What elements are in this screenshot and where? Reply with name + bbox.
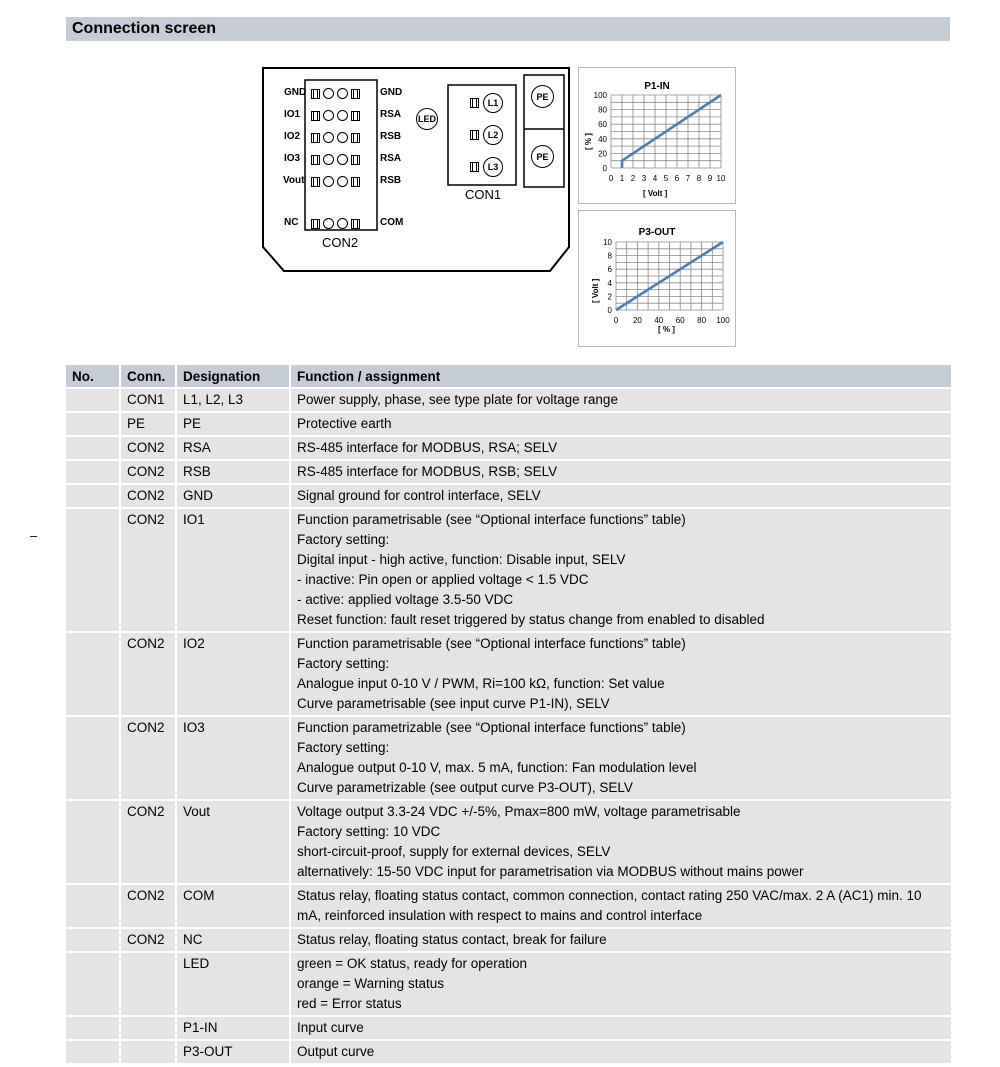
function-line: Curve parametrizable (see output curve P3-OUT), SELV [297, 780, 633, 795]
function-line: Status relay, floating status contact, common connection, contact rating 250 VAC/max. 2 A (AC1) min. 10 [297, 888, 922, 903]
con2-terminal-row [311, 88, 360, 99]
cell-designation: L1, L2, L3 [177, 389, 291, 411]
con2-pin-label: GND [284, 87, 307, 98]
function-line: Digital input - high active, function: Disable input, SELV [297, 552, 626, 567]
y-tick-label: 6 [607, 265, 612, 275]
con2-terminal-row [311, 132, 360, 143]
table-row [66, 461, 951, 483]
cell-conn: CON2 [121, 509, 177, 631]
table-row [66, 885, 951, 927]
cell-function [291, 485, 951, 507]
header-function: Function / assignment [291, 365, 951, 387]
x-axis-label: [ % ] [658, 325, 675, 334]
y-tick-label: 8 [607, 251, 612, 261]
cell-conn: CON2 [121, 633, 177, 715]
function-line: Factory setting: [297, 532, 390, 547]
phase-terminal [483, 93, 503, 113]
cell-conn [121, 953, 177, 1015]
margin-mark: – [30, 528, 38, 543]
screw-terminal [351, 133, 360, 143]
con2-terminal-row [311, 176, 360, 187]
p3-out-curve-panel [578, 210, 736, 347]
function-line: Status relay, floating status contact, break for failure [297, 932, 607, 947]
con2-pin-label: RSB [380, 131, 402, 142]
phase-terminal [483, 125, 503, 145]
function-line: Function parametrisable (see “Optional interface functions” table) [297, 512, 686, 527]
con2-pin-label: RSA [380, 109, 402, 120]
cell-no [66, 509, 121, 631]
cell-no [66, 1041, 121, 1063]
y-axis-label: [ % ] [584, 133, 593, 150]
cell-conn: CON2 [121, 929, 177, 951]
table-row [66, 485, 951, 507]
table-row [66, 389, 951, 411]
cell-function [291, 953, 951, 1015]
cell-conn: PE [121, 413, 177, 435]
screw-terminal [311, 89, 320, 99]
x-tick-label: 2 [630, 174, 636, 183]
y-tick-label: 0 [607, 306, 612, 315]
x-tick-label: 80 [697, 316, 707, 325]
cell-function [291, 509, 951, 631]
terminal-hole [323, 132, 334, 143]
terminal-hole [323, 110, 334, 121]
cell-designation: IO2 [177, 633, 291, 715]
function-line: Protective earth [297, 416, 392, 431]
function-line: Curve parametrisable (see input curve P1-IN), SELV [297, 696, 610, 711]
y-tick-label: 40 [598, 134, 607, 144]
function-line: Factory setting: [297, 740, 390, 755]
table-row [66, 509, 951, 631]
cell-function [291, 389, 951, 411]
terminal-hole [337, 176, 348, 187]
cell-designation: IO3 [177, 717, 291, 799]
section-title: Connection screen [72, 20, 217, 37]
screw-terminal [311, 155, 320, 165]
function-line: orange = Warning status [297, 976, 444, 991]
screw-terminal [311, 219, 320, 229]
con2-pin-label: IO3 [284, 153, 301, 164]
x-tick-label: 10 [716, 174, 726, 183]
y-tick-label: 10 [603, 238, 612, 247]
pe-terminal-1 [531, 85, 554, 108]
y-tick-label: 60 [598, 120, 607, 130]
table-header-row [66, 365, 951, 387]
y-tick-label: 2 [607, 292, 612, 302]
terminal-hole [337, 154, 348, 165]
x-tick-label: 100 [716, 316, 730, 325]
screw-terminal [311, 177, 320, 187]
phase-label: L1 [487, 98, 499, 108]
x-axis-label: [ Volt ] [643, 189, 668, 198]
y-tick-label: 100 [593, 91, 607, 100]
phase-label: L3 [487, 162, 499, 172]
screw-terminal [311, 111, 320, 121]
cell-conn: CON2 [121, 885, 177, 927]
function-line: Power supply, phase, see type plate for voltage range [297, 392, 618, 407]
cell-designation: P3-OUT [177, 1041, 291, 1063]
terminal-hole [323, 88, 334, 99]
screw-terminal [351, 177, 360, 187]
assignment-table [66, 363, 951, 1065]
table-row [66, 1017, 951, 1039]
cell-function [291, 437, 951, 459]
cell-no [66, 437, 121, 459]
x-tick-label: 20 [632, 316, 642, 325]
x-tick-label: 1 [619, 174, 625, 183]
cell-designation: GND [177, 485, 291, 507]
cell-designation: PE [177, 413, 291, 435]
function-line: Signal ground for control interface, SELV [297, 488, 541, 503]
function-line: - active: applied voltage 3.5-50 VDC [297, 592, 514, 607]
cell-conn: CON1 [121, 389, 177, 411]
p1-in-chart [579, 68, 735, 203]
con1-terminal-row [470, 157, 503, 177]
x-tick-label: 60 [675, 316, 685, 325]
x-tick-label: 4 [652, 174, 658, 183]
cell-no [66, 389, 121, 411]
pe-label: PE [536, 91, 549, 102]
x-tick-label: 7 [685, 174, 691, 183]
function-line: RS-485 interface for MODBUS, RSB; SELV [297, 464, 558, 479]
cell-no [66, 717, 121, 799]
cell-function [291, 633, 951, 715]
function-line: Analogue input 0-10 V / PWM, Ri=100 kΩ, function: Set value [297, 676, 665, 691]
con2-terminal-row [311, 110, 360, 121]
screw-terminal [351, 155, 360, 165]
cell-conn: CON2 [121, 437, 177, 459]
screw-terminal [470, 98, 479, 108]
x-tick-label: 3 [641, 174, 647, 183]
screw-terminal [311, 133, 320, 143]
table-row [66, 801, 951, 883]
con2-label: CON2 [322, 235, 359, 250]
cell-no [66, 929, 121, 951]
header-designation: Designation [177, 365, 291, 387]
con1-label: CON1 [465, 187, 502, 202]
con1-terminal-row [470, 93, 503, 113]
function-line: alternatively: 15-50 VDC input for parametrisation via MODBUS without mains power [297, 864, 804, 879]
cell-function [291, 1041, 951, 1063]
cell-conn [121, 1017, 177, 1039]
pe-terminal-2 [531, 145, 554, 168]
cell-function [291, 1017, 951, 1039]
con2-terminal-row [311, 218, 360, 229]
function-line: Voltage output 3.3-24 VDC +/-5%, Pmax=800 mW, voltage parametrisable [297, 804, 741, 819]
section-header [66, 17, 950, 41]
cell-conn [121, 1041, 177, 1063]
cell-designation: NC [177, 929, 291, 951]
terminal-hole [323, 218, 334, 229]
screw-terminal [351, 89, 360, 99]
cell-no [66, 485, 121, 507]
x-tick-label: 0 [613, 316, 619, 325]
function-line: Factory setting: 10 VDC [297, 824, 441, 839]
cell-function [291, 929, 951, 951]
cell-designation: Vout [177, 801, 291, 883]
cell-no [66, 413, 121, 435]
table-row [66, 413, 951, 435]
function-line: Function parametrizable (see “Optional interface functions” table) [297, 720, 686, 735]
x-tick-label: 9 [707, 174, 713, 183]
cell-designation: COM [177, 885, 291, 927]
function-line: Factory setting: [297, 656, 390, 671]
board-outline [262, 67, 572, 272]
x-tick-label: 40 [654, 316, 664, 325]
terminal-hole [337, 110, 348, 121]
terminal-hole [323, 154, 334, 165]
con2-pin-label: Vout [283, 175, 305, 186]
terminal-hole [337, 88, 348, 99]
x-tick-label: 8 [696, 174, 702, 183]
p1-in-curve-panel [578, 67, 736, 204]
con2-pin-label: COM [380, 217, 404, 228]
phase-terminal [483, 157, 503, 177]
y-tick-label: 0 [602, 164, 607, 173]
y-tick-label: 80 [598, 105, 607, 115]
function-line: short-circuit-proof, supply for external devices, SELV [297, 844, 611, 859]
chart-title: P1-IN [644, 81, 670, 92]
cell-designation: RSA [177, 437, 291, 459]
cell-conn: CON2 [121, 717, 177, 799]
table-row [66, 953, 951, 1015]
cell-function [291, 413, 951, 435]
pe-label: PE [536, 151, 549, 162]
x-tick-label: 5 [663, 174, 669, 183]
function-line: - inactive: Pin open or applied voltage < 1.5 VDC [297, 572, 589, 587]
y-tick-label: 20 [598, 149, 607, 159]
cell-function [291, 801, 951, 883]
cell-no [66, 633, 121, 715]
con2-pin-label: GND [380, 87, 403, 98]
cell-conn: CON2 [121, 801, 177, 883]
p3-out-chart [579, 211, 735, 346]
function-line: Analogue output 0-10 V, max. 5 mA, function: Fan modulation level [297, 760, 697, 775]
header-no: No. [66, 365, 121, 387]
screw-terminal [351, 111, 360, 121]
phase-label: L2 [487, 130, 499, 140]
function-line: mA, reinforced insulation with respect to mains and control interface [297, 908, 703, 923]
function-line: RS-485 interface for MODBUS, RSA; SELV [297, 440, 558, 455]
led-indicator [416, 108, 438, 130]
terminal-hole [337, 132, 348, 143]
screw-terminal [351, 219, 360, 229]
led-label: LED [418, 114, 436, 124]
terminal-hole [323, 176, 334, 187]
cell-function [291, 885, 951, 927]
header-conn: Conn. [121, 365, 177, 387]
con2-pin-label: RSB [380, 175, 402, 186]
table-row [66, 633, 951, 715]
x-tick-label: 6 [674, 174, 680, 183]
chart-title: P3-OUT [638, 227, 676, 238]
function-line: Input curve [297, 1020, 364, 1035]
cell-no [66, 801, 121, 883]
function-line: green = OK status, ready for operation [297, 956, 528, 971]
con1-terminal-row [470, 125, 503, 145]
x-tick-label: 0 [608, 174, 614, 183]
cell-designation: LED [177, 953, 291, 1015]
table-row [66, 437, 951, 459]
cell-function [291, 461, 951, 483]
cell-conn: CON2 [121, 461, 177, 483]
cell-designation: P1-IN [177, 1017, 291, 1039]
table-row [66, 1041, 951, 1063]
screw-terminal [470, 162, 479, 172]
function-line: Reset function: fault reset triggered by status change from enabled to disabled [297, 612, 765, 627]
terminal-hole [337, 218, 348, 229]
y-tick-label: 4 [607, 278, 612, 288]
con2-pin-label: RSA [380, 153, 402, 164]
con2-terminal-row [311, 154, 360, 165]
function-line: Output curve [297, 1044, 375, 1059]
connection-diagram [262, 67, 572, 272]
function-line: red = Error status [297, 996, 402, 1011]
cell-no [66, 1017, 121, 1039]
screw-terminal [470, 130, 479, 140]
cell-designation: IO1 [177, 509, 291, 631]
table-row [66, 717, 951, 799]
table-row [66, 929, 951, 951]
cell-conn: CON2 [121, 485, 177, 507]
con2-pin-label: NC [284, 217, 299, 228]
con2-pin-label: IO2 [284, 131, 301, 142]
cell-no [66, 885, 121, 927]
cell-no [66, 461, 121, 483]
cell-designation: RSB [177, 461, 291, 483]
y-axis-label: [ Volt ] [591, 278, 600, 303]
function-line: Function parametrisable (see “Optional interface functions” table) [297, 636, 686, 651]
cell-function [291, 717, 951, 799]
cell-no [66, 953, 121, 1015]
con2-pin-label: IO1 [284, 109, 301, 120]
